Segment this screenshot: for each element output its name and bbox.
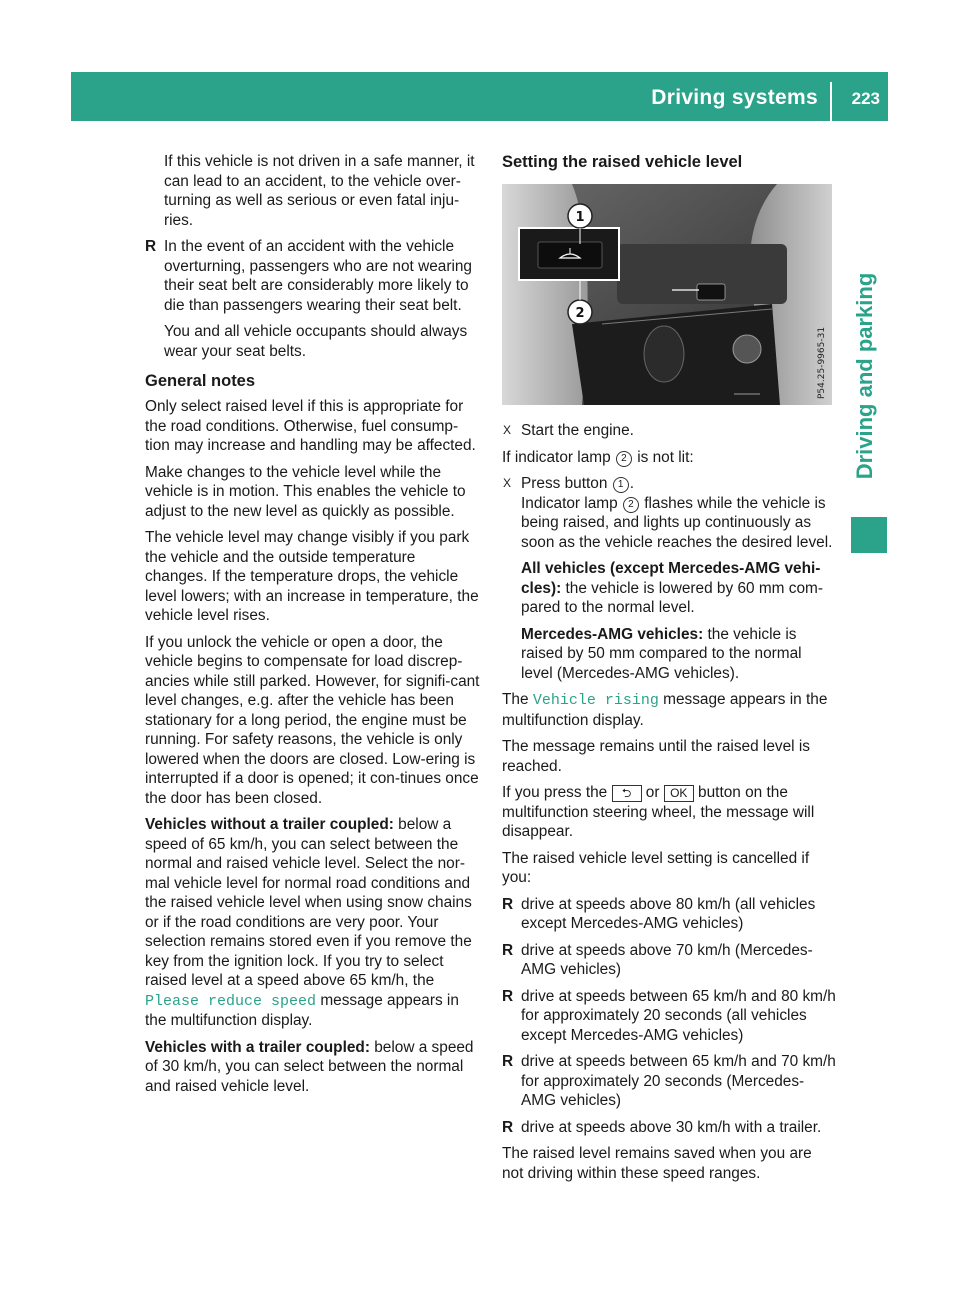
paragraph-text: message appears in the multifunction display.: [502, 691, 828, 729]
paragraph: Make changes to the vehicle level while the vehicle is in motion. This enables the vehicle to adjust to the new level as quickly as possible.: [145, 463, 466, 520]
warning-continuation: If this vehicle is not driven in a safe manner, it can lead to an accident, to the vehicle over-turning as well as serious or even fatal inju-ries.: [164, 153, 475, 229]
cancel-conditions-list: [502, 895, 836, 1138]
paragraph: The raised vehicle level setting is cancelled if you:: [502, 849, 810, 886]
list-item-text: drive at speeds between 65 km/h and 80 km/h for approximately 20 seconds (all vehicles except Mercedes-AMG vehicles): [521, 987, 836, 1044]
bullet-icon: R: [502, 987, 514, 1005]
left-column: [145, 152, 482, 1103]
list-item-text: drive at speeds above 80 km/h (all vehicles except Mercedes-AMG vehicles): [521, 895, 816, 932]
step-text: Indicator lamp: [521, 494, 618, 512]
control-knob: [733, 335, 761, 363]
raise-button-detail: [538, 242, 602, 268]
paragraph-text: is not lit:: [637, 448, 694, 466]
paragraph-text: below a speed of 30 km/h, you can select between the normal and raised vehicle level.: [145, 1038, 474, 1095]
paragraph: The message remains until the raised level is reached.: [502, 738, 810, 775]
paragraph-text: or: [645, 784, 660, 801]
callout-1-label: 1: [575, 210, 585, 225]
list-item: [502, 895, 836, 934]
paragraph: The raised level remains saved when you are not driving within these speed ranges.: [502, 1145, 812, 1182]
step-arrow-icon: X: [503, 476, 512, 490]
instruction-step: [502, 421, 836, 441]
paragraph-text: the vehicle is lowered by 60 mm com-pared to the normal level.: [521, 579, 823, 616]
paragraph-text: If indicator lamp: [502, 448, 611, 466]
paragraph: If you unlock the vehicle or open a door, the vehicle begins to compensate for load discrep-ancies while still parked. However, for signifi-cant level changes, e.g. after the vehicle has been stationary for a long period, the engine must be running. For safety reasons, the vehicle is only lowered when the doors are closed. Low-ering is interrupted if a door is opened; it con-tinues once the door has been closed.: [145, 633, 480, 807]
paragraph-text: button on the multifunction steering wheel, the message will disappear.: [502, 784, 815, 840]
step-text: flashes while the vehicle is being raised, and lights up continuously as soon as the vehicle reaches the desired level.: [521, 494, 833, 551]
list-item: [145, 237, 482, 315]
center-console-photo: [502, 184, 832, 405]
list-item: [502, 1052, 836, 1111]
bold-lead: Vehicles with a trailer coupled:: [145, 1038, 370, 1056]
step-text: Start the engine.: [521, 422, 634, 439]
step-detail: [521, 494, 836, 553]
step-text: Press button: [521, 475, 608, 492]
paragraph: Only select raised level if this is appropriate for the road conditions. Otherwise, fuel consump-tion may increase and handling may be affected.: [145, 398, 476, 454]
bold-lead: All vehicles (except Mercedes-AMG vehi-cles):: [521, 560, 821, 597]
paragraph: [502, 625, 836, 684]
paragraph: [502, 783, 836, 842]
bullet-icon: R: [502, 1053, 514, 1070]
paragraph: [145, 815, 482, 1031]
bullet-icon: R: [502, 895, 514, 913]
paragraph-text: the vehicle is raised by 50 mm compared to the normal level (Mercedes-AMG vehicles).: [521, 625, 802, 682]
paragraph-text: message appears in the multifunction display.: [145, 991, 459, 1029]
back-button-icon: ⮌: [612, 785, 642, 802]
bold-lead: Mercedes-AMG vehicles:: [521, 625, 704, 643]
list-item-text: drive at speeds between 65 km/h and 70 km/h for approximately 20 seconds (Mercedes-AMG vehicles): [521, 1053, 836, 1109]
seat-belt-advice: You and all vehicle occupants should always wear your seat belts.: [164, 323, 468, 360]
section-title: Driving systems: [651, 86, 818, 109]
controller: [644, 326, 684, 382]
display-message: Please reduce speed: [145, 992, 317, 1010]
callout-2-label: 2: [575, 306, 585, 321]
right-column: [502, 152, 836, 1190]
list-item-text: drive at speeds above 30 km/h with a trailer.: [521, 1118, 822, 1136]
step-text: .: [629, 475, 634, 492]
list-item: [502, 941, 836, 980]
number-2-icon: 2: [623, 497, 639, 513]
number-1-icon: 1: [613, 477, 629, 493]
header-divider: [830, 82, 832, 121]
paragraph-text: If you press the: [502, 784, 608, 801]
display-message: Vehicle rising: [532, 692, 659, 709]
instruction-step: [502, 474, 836, 552]
paragraph: [502, 690, 836, 730]
chapter-marker-block: [851, 517, 887, 553]
image-code: P54.25-9965-31: [817, 326, 827, 399]
bullet-icon: R: [502, 941, 514, 959]
page-header: [71, 72, 888, 121]
bullet-icon: R: [502, 1118, 514, 1136]
paragraph: [145, 1038, 482, 1097]
paragraph: [502, 448, 836, 468]
list-item-text: drive at speeds above 70 km/h (Mercedes-AMG vehicles): [521, 941, 813, 978]
list-item: [502, 1118, 836, 1138]
bold-lead: Vehicles without a trailer coupled:: [145, 816, 394, 833]
number-2-icon: 2: [616, 451, 632, 467]
list-item: [502, 987, 836, 1046]
step-arrow-icon: X: [503, 423, 512, 437]
paragraph-text: below a speed of 65 km/h, you can select between the normal and raised vehicle level. Select the nor-mal vehicle level for normal road conditions and the raised vehicle level when using snow chains or if the road conditions are very poor. Your selection remains stored even if you remove the key from the ignition lock. If you try to select raised level at a speed above 65 km/h, the: [145, 816, 472, 989]
paragraph: The vehicle level may change visibly if you park the vehicle and the outside temperature changes. If the temperature drops, the vehicle level lowers; with an increase in temperature, the vehicle level rises.: [145, 529, 479, 624]
section-heading: Setting the raised vehicle level: [502, 153, 743, 171]
ok-button-icon: OK: [664, 785, 694, 802]
chapter-label: Driving and parking: [852, 272, 877, 480]
paragraph: [502, 559, 836, 618]
raise-button-small: [697, 284, 725, 300]
chapter-side-tab: [847, 256, 883, 496]
bullet-icon: R: [145, 238, 157, 255]
general-notes-heading: General notes: [145, 372, 256, 390]
list-item-text: In the event of an accident with the vehicle overturning, passengers who are not wearing their seat belt are considerably more likely to die than passengers wearing their seat belt.: [164, 238, 472, 314]
page-number: 223: [851, 89, 880, 108]
paragraph-text: The: [502, 691, 529, 708]
